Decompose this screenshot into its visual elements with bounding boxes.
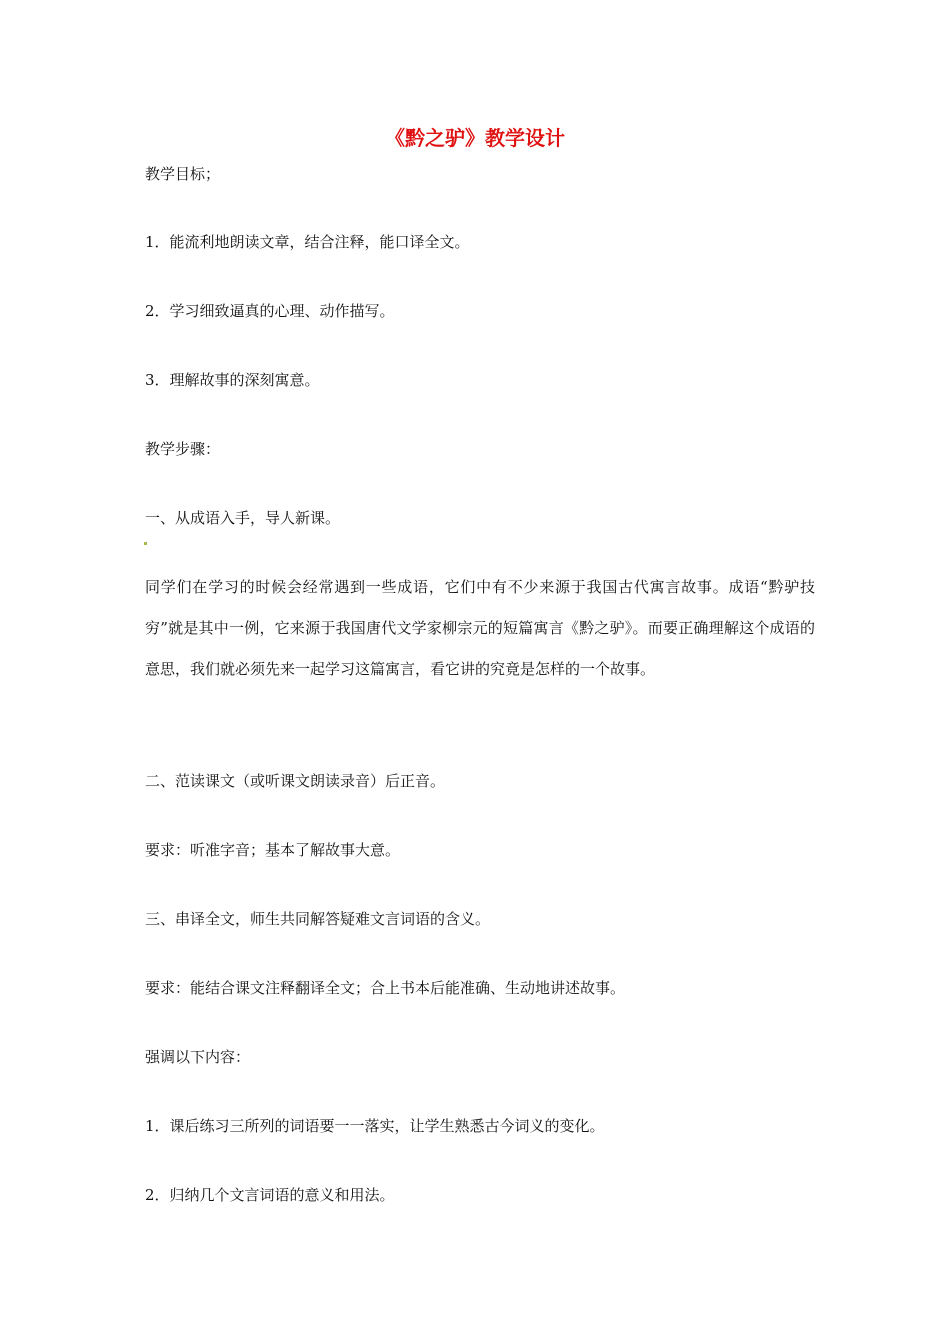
- step-3-requirement: 要求：能结合课文注释翻译全文；合上书本后能准确、生动地讲述故事。: [145, 979, 626, 997]
- step-3-heading: 三、串译全文，师生共同解答疑难文言词语的含义。: [145, 910, 491, 928]
- annotation-mark: [144, 542, 147, 545]
- step-2-heading: 二、范读课文（或听课文朗读录音）后正音。: [145, 772, 446, 790]
- step-2-requirement: 要求：听准字音；基本了解故事大意。: [145, 841, 401, 859]
- goal-item-3: 3．理解故事的深刻寓意。: [145, 371, 320, 389]
- emphasis-heading: 强调以下内容：: [145, 1048, 251, 1066]
- heading-teaching-goals: 教学目标；: [145, 165, 221, 183]
- step-1-heading: 一、从成语入手，导人新课。: [145, 509, 341, 527]
- document-title: 《黔之驴》教学设计: [385, 126, 565, 150]
- emphasis-item-1: 1．课后练习三所列的词语要一一落实，让学生熟悉古今词义的变化。: [145, 1117, 605, 1135]
- goal-item-1: 1．能流利地朗读文章，结合注释，能口译全文。: [145, 233, 470, 251]
- emphasis-item-2: 2．归纳几个文言词语的意义和用法。: [145, 1186, 395, 1204]
- heading-teaching-steps: 教学步骤：: [145, 440, 221, 458]
- intro-paragraph: 同学们在学习的时候会经常遇到一些成语，它们中有不少来源于我国古代寓言故事。成语“黔驴技穷”就是其中一例，它来源于我国唐代文学家柳宗元的短篇寓言《黔之驴》。而要正确理解这个成语的意思，我们就必须先来一起学习这篇寓言，看它讲的究竟是怎样的一个故事。: [145, 578, 815, 678]
- goal-item-2: 2．学习细致逼真的心理、动作描写。: [145, 302, 395, 320]
